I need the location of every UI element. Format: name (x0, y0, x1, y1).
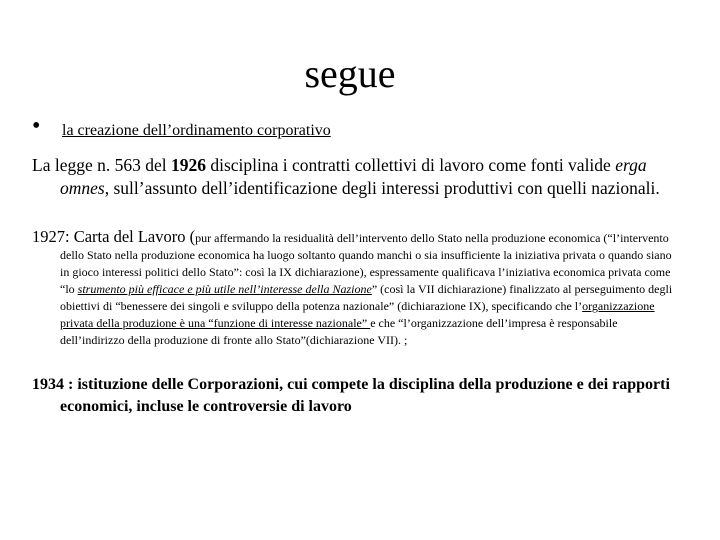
para2-underlined-2: organizzazione privata della produzione è una “funzione di interesse nazionale” (60, 299, 655, 330)
para1-text-3: , sull’assunto dell’identificazione degli interessi produttivi con quelli nazionali. (104, 178, 660, 198)
paragraph-legge-1926 (32, 154, 682, 200)
para2-text-1: pur affermando la residualità dell’intervento dello Stato nella produzione economica (“l’intervento dello Stato nella produzione economica ha luogo soltanto quando manchi o sia insufficiente la iniziativa privata o quando siano in gioco interessi politici dello Stato”: così la IX dichiarazione), espressamente qualificava l’iniziativa economica privata come “lo (60, 231, 672, 296)
para1-year: 1926 (170, 155, 206, 175)
para2-text-2: ” (così la VII dichiarazione) finalizzato al perseguimento degli obiettivi di “benessere dei singoli e sviluppo della potenza nazionale” (dichiarazione IX), specificando che l’ (60, 282, 673, 313)
slide-title-text: segue (304, 51, 396, 96)
para1-text-1: La legge n. 563 del (32, 155, 171, 175)
bullet-icon: • (32, 113, 41, 139)
para2-underlined-1: strumento più efficace e più utile nell’interesse della Nazione (77, 282, 372, 296)
para1-erga-omnes: erga omnes (60, 155, 647, 198)
slide-title (0, 50, 700, 98)
paragraph-carta-lavoro (32, 228, 682, 349)
paragraph-corporazioni: 1934 : istituzione delle Corporazioni, cui compete la disciplina della produzione e dei rapporti economici, incluse le controversie di lavoro (32, 376, 670, 415)
bullet-text: la creazione dell’ordinamento corporativo (62, 122, 331, 139)
para2-text-3: e che “l’organizzazione dell’impresa è responsabile dell’indirizzo della produzione di fronte allo Stato”(dichiarazione VII). ; (60, 316, 618, 347)
para2-lead: 1927: Carta del Lavoro ( (32, 227, 196, 246)
para1-text-2: disciplina i contratti collettivi di lavoro come fonti valide (205, 155, 616, 175)
